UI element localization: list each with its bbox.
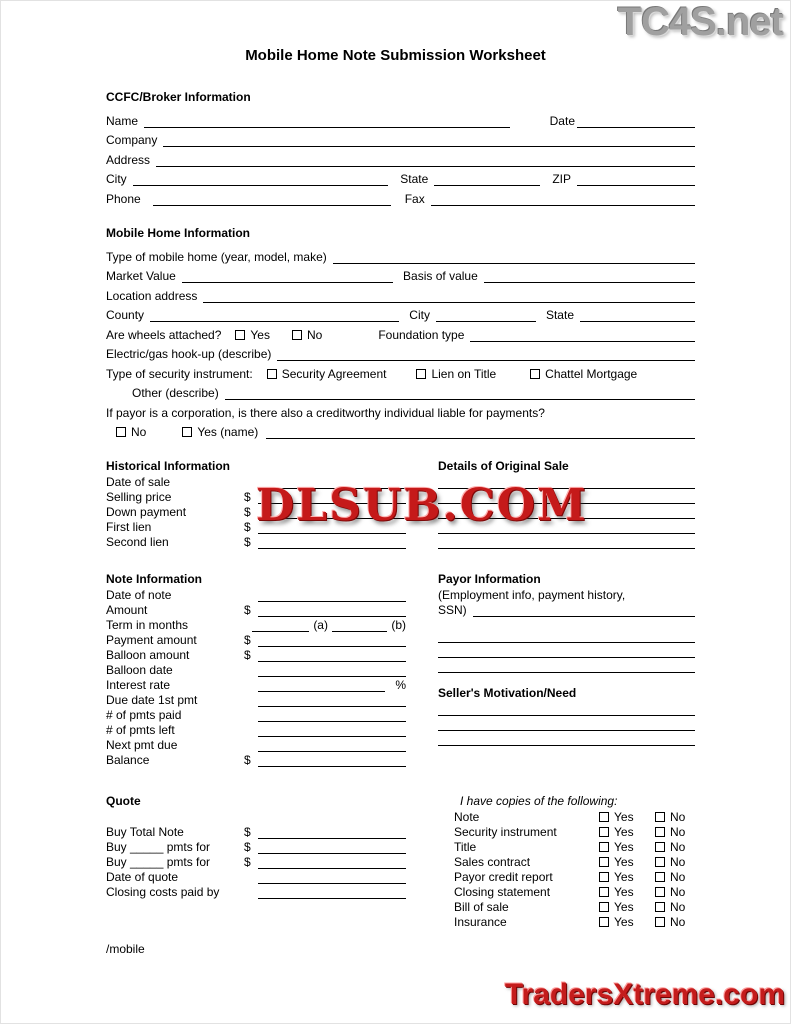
tradersxtreme-logo: TradersXtreme.com — [504, 978, 785, 1011]
state-field[interactable] — [434, 173, 540, 186]
payor-column — [438, 572, 695, 746]
corp-no-checkbox[interactable] — [116, 427, 126, 437]
payor-heading: Payor Information — [438, 572, 541, 586]
buy-pmts-label-2: Buy _____ pmts for — [106, 855, 211, 869]
date-of-sale-label: Date of sale — [106, 475, 171, 489]
buy-pmts-row-2 — [106, 854, 406, 869]
dollar-sign: $ — [244, 520, 251, 534]
payor-ssn-row — [438, 602, 695, 617]
copies-row-payor-credit-report — [454, 869, 695, 884]
quote-column — [106, 794, 406, 899]
blank-line[interactable] — [438, 703, 695, 716]
mh-state-label: State — [545, 308, 574, 322]
date-label: Date — [549, 113, 575, 128]
amount-row — [106, 602, 406, 617]
no-label: No — [670, 900, 686, 914]
mh-corp-answer-row — [106, 420, 695, 440]
note-section — [106, 572, 695, 767]
note-yes-checkbox[interactable] — [599, 812, 609, 822]
page-title: Mobile Home Note Submission Worksheet — [245, 47, 546, 64]
buy-total-note-row — [106, 824, 406, 839]
copies-item-label: Security instrument — [454, 825, 557, 839]
first-lien-label: First lien — [106, 520, 152, 534]
due-date-label: Due date 1st pmt — [106, 693, 198, 707]
title-yes-checkbox[interactable] — [599, 842, 609, 852]
company-field[interactable] — [163, 134, 695, 147]
interest-rate-row — [106, 677, 406, 692]
pmts-left-field[interactable] — [258, 724, 406, 737]
county-label: County — [106, 308, 145, 322]
security-agreement-label: Security Agreement — [281, 366, 387, 381]
payor-note-line1 — [438, 587, 695, 602]
name-label: Name — [106, 113, 139, 128]
mh-value-row — [106, 264, 695, 284]
quote-heading: Quote — [106, 794, 141, 808]
wheels-no-label: No — [306, 327, 323, 342]
pmts-paid-label: # of pmts paid — [106, 708, 182, 722]
buy-pmts-row-1 — [106, 839, 406, 854]
payment-amount-field[interactable] — [258, 634, 406, 647]
second-lien-field[interactable] — [258, 536, 406, 549]
dollar-sign: $ — [244, 753, 251, 767]
amount-field[interactable] — [258, 604, 406, 617]
original-sale-heading: Details of Original Sale — [438, 459, 569, 473]
hookup-label: Electric/gas hook-up (describe) — [106, 347, 272, 361]
yes-label: Yes — [614, 825, 634, 839]
foundation-field[interactable] — [470, 329, 695, 342]
payor-note-text: (Employment info, payment history, — [438, 588, 626, 602]
original-sale-row — [438, 534, 695, 549]
wheels-yes-label: Yes — [250, 327, 270, 342]
pmts-paid-field[interactable] — [258, 709, 406, 722]
note-info-heading: Note Information — [106, 572, 202, 586]
dollar-sign: $ — [244, 490, 251, 504]
wheels-yes-option — [235, 328, 270, 342]
mobile-home-section — [106, 226, 695, 439]
yes-label: Yes — [614, 900, 634, 914]
corp-no-label: No — [131, 425, 147, 439]
zip-label: ZIP — [552, 172, 571, 186]
wheels-yes-checkbox[interactable] — [235, 330, 245, 340]
pmts-left-row — [106, 722, 406, 737]
seller-row — [438, 731, 695, 746]
copies-row-note — [454, 809, 695, 824]
wheels-no-checkbox[interactable] — [292, 330, 302, 340]
broker-phone-row — [106, 186, 695, 206]
copies-row-insurance — [454, 914, 695, 929]
balloon-amount-field[interactable] — [258, 649, 406, 662]
yes-label: Yes — [614, 855, 634, 869]
mh-county-row — [106, 303, 695, 323]
due-date-field[interactable] — [258, 694, 406, 707]
balance-row — [106, 752, 406, 767]
bill-of-sale-no-checkbox[interactable] — [655, 902, 665, 912]
broker-section — [106, 90, 695, 206]
insurance-no-checkbox[interactable] — [655, 917, 665, 927]
balloon-date-label: Balloon date — [106, 663, 173, 677]
buy-total-note-label: Buy Total Note — [106, 825, 184, 839]
corp-yes-checkbox[interactable] — [182, 427, 192, 437]
insurance-yes-checkbox[interactable] — [599, 917, 609, 927]
next-pmt-field[interactable] — [258, 739, 406, 752]
closing-costs-field[interactable] — [258, 886, 406, 899]
balloon-amount-label: Balloon amount — [106, 648, 190, 662]
quote-section — [106, 794, 695, 929]
market-value-field[interactable] — [182, 270, 393, 283]
second-lien-label: Second lien — [106, 535, 169, 549]
dollar-sign: $ — [244, 840, 251, 854]
blank-line[interactable] — [438, 733, 695, 746]
copies-row-bill-of-sale — [454, 899, 695, 914]
payor-credit-report-yes-checkbox[interactable] — [599, 872, 609, 882]
location-label: Location address — [106, 288, 198, 303]
ssn-label: SSN) — [438, 603, 467, 617]
sales-contract-yes-checkbox[interactable] — [599, 857, 609, 867]
phone-field[interactable] — [153, 193, 391, 206]
term-row — [106, 617, 406, 632]
security-label: Type of security instrument: — [106, 366, 253, 381]
no-label: No — [670, 870, 686, 884]
yes-label: Yes — [614, 885, 634, 899]
mh-type-field[interactable] — [333, 251, 695, 264]
mh-location-row — [106, 283, 695, 303]
zip-field[interactable] — [577, 173, 695, 186]
mh-corp-question-row — [106, 400, 695, 420]
copies-row-sales-contract — [454, 854, 695, 869]
date-of-quote-row — [106, 869, 406, 884]
fax-field[interactable] — [431, 193, 695, 206]
payor-row — [438, 643, 695, 658]
balance-field[interactable] — [258, 754, 406, 767]
term-a-field[interactable] — [252, 619, 309, 632]
next-pmt-row — [106, 737, 406, 752]
no-label: No — [670, 810, 686, 824]
broker-company-row — [106, 128, 695, 148]
date-of-note-row — [106, 587, 406, 602]
bill-of-sale-yes-checkbox[interactable] — [599, 902, 609, 912]
mh-security-row — [106, 361, 695, 381]
hookup-field[interactable] — [277, 348, 695, 361]
sales-contract-no-checkbox[interactable] — [655, 857, 665, 867]
balloon-date-row — [106, 662, 406, 677]
copies-item-label: Sales contract — [454, 855, 531, 869]
dollar-sign: $ — [244, 505, 251, 519]
date-of-quote-field[interactable] — [258, 871, 406, 884]
company-label: Company — [106, 133, 158, 147]
mh-type-label: Type of mobile home (year, model, make) — [106, 249, 327, 264]
chattel-mortgage-label: Chattel Mortgage — [545, 366, 638, 381]
payment-amount-label: Payment amount — [106, 633, 197, 647]
other-field[interactable] — [225, 387, 695, 400]
no-label: No — [670, 825, 686, 839]
security-instrument-yes-checkbox[interactable] — [599, 827, 609, 837]
blank-line[interactable] — [438, 660, 695, 673]
closing-costs-row — [106, 884, 406, 899]
copies-item-label: Payor credit report — [454, 870, 553, 884]
copies-row-closing-statement — [454, 884, 695, 899]
payor-credit-report-no-checkbox[interactable] — [655, 872, 665, 882]
state-label: State — [400, 172, 429, 186]
yes-label: Yes — [614, 870, 634, 884]
mh-city-field[interactable] — [436, 309, 536, 322]
address-field[interactable] — [156, 154, 695, 167]
term-b-label: (b) — [391, 618, 406, 632]
term-b-field[interactable] — [332, 619, 387, 632]
term-label: Term in months — [106, 618, 189, 632]
wheels-label: Are wheels attached? — [106, 327, 222, 342]
yes-label: Yes — [614, 915, 634, 929]
yes-label: Yes — [614, 840, 634, 854]
second-lien-row — [106, 534, 406, 549]
balance-label: Balance — [106, 753, 150, 767]
due-date-row — [106, 692, 406, 707]
copies-item-label: Note — [454, 810, 480, 824]
address-label: Address — [106, 152, 151, 167]
mh-type-row — [106, 244, 695, 264]
copies-row-title — [454, 839, 695, 854]
chattel-mortgage-option — [530, 367, 637, 381]
mh-state-field[interactable] — [580, 309, 695, 322]
dlsub-watermark: DLSUB.COM — [256, 480, 588, 531]
no-label: No — [670, 885, 686, 899]
note-info-column — [106, 572, 406, 767]
dollar-sign: $ — [244, 603, 251, 617]
security-instrument-no-checkbox[interactable] — [655, 827, 665, 837]
buy-pmts-field-1[interactable] — [258, 841, 406, 854]
seller-row — [438, 701, 695, 716]
dollar-sign: $ — [244, 855, 251, 869]
dollar-sign: $ — [244, 825, 251, 839]
copies-item-label: Closing statement — [454, 885, 551, 899]
basis-field[interactable] — [484, 270, 695, 283]
copies-column — [438, 794, 695, 929]
interest-rate-field[interactable] — [258, 679, 385, 692]
title-no-checkbox[interactable] — [655, 842, 665, 852]
payment-amount-row — [106, 632, 406, 647]
note-no-checkbox[interactable] — [655, 812, 665, 822]
dollar-sign: $ — [244, 633, 251, 647]
down-payment-label: Down payment — [106, 505, 187, 519]
date-of-note-field[interactable] — [258, 589, 406, 602]
city-field[interactable] — [133, 173, 389, 186]
no-label: No — [670, 915, 686, 929]
pmts-left-label: # of pmts left — [106, 723, 175, 737]
blank-line[interactable] — [438, 630, 695, 643]
seller-row — [438, 716, 695, 731]
buy-total-note-field[interactable] — [258, 826, 406, 839]
next-pmt-label: Next pmt due — [106, 738, 178, 752]
mh-hookup-row — [106, 342, 695, 362]
interest-rate-label: Interest rate — [106, 678, 171, 692]
other-label: Other (describe) — [132, 386, 219, 400]
payor-row — [438, 658, 695, 673]
no-label: No — [670, 855, 686, 869]
date-of-quote-label: Date of quote — [106, 870, 179, 884]
copies-heading: I have copies of the following: — [460, 794, 618, 808]
copies-item-label: Title — [454, 840, 477, 854]
footer-note: /mobile — [106, 942, 145, 956]
chattel-mortgage-checkbox[interactable] — [530, 369, 540, 379]
copies-row-security-instrument — [454, 824, 695, 839]
historical-heading: Historical Information — [106, 459, 231, 473]
selling-price-label: Selling price — [106, 490, 172, 504]
corp-yes-label: Yes (name) — [197, 425, 259, 439]
seller-heading: Seller's Motivation/Need — [438, 686, 577, 700]
buy-pmts-field-2[interactable] — [258, 856, 406, 869]
phone-label: Phone — [106, 191, 141, 206]
wheels-no-option — [292, 328, 322, 342]
closing-statement-yes-checkbox[interactable] — [599, 887, 609, 897]
lien-on-title-label: Lien on Title — [431, 366, 497, 381]
broker-address-row — [106, 147, 695, 167]
no-label: No — [670, 840, 686, 854]
corp-yes-name-field[interactable] — [266, 426, 695, 439]
name-field[interactable] — [144, 115, 510, 128]
corp-no-option — [116, 425, 146, 439]
mh-city-label: City — [409, 308, 430, 322]
blank-line[interactable] — [438, 645, 695, 658]
market-value-label: Market Value — [106, 269, 176, 283]
dollar-sign: $ — [244, 648, 251, 662]
date-of-note-label: Date of note — [106, 588, 172, 602]
balloon-date-field[interactable] — [258, 664, 406, 677]
county-field[interactable] — [150, 309, 399, 322]
amount-label: Amount — [106, 603, 148, 617]
mobile-home-heading: Mobile Home Information — [106, 226, 250, 240]
dollar-sign: $ — [244, 535, 251, 549]
pmts-paid-row — [106, 707, 406, 722]
tc4s-logo: TC4S.net — [617, 0, 783, 44]
location-field[interactable] — [203, 290, 695, 303]
lien-on-title-checkbox[interactable] — [416, 369, 426, 379]
copies-item-label: Insurance — [454, 915, 507, 929]
fax-label: Fax — [404, 191, 425, 206]
lien-on-title-option — [416, 367, 496, 381]
blank-line[interactable] — [438, 718, 695, 731]
basis-label: Basis of value — [403, 269, 478, 283]
city-label: City — [106, 172, 127, 186]
percent-sign: % — [395, 678, 406, 692]
foundation-label: Foundation type — [378, 327, 465, 342]
security-agreement-option — [267, 367, 387, 381]
payor-row — [438, 628, 695, 643]
ssn-field[interactable] — [473, 604, 695, 617]
copies-item-label: Bill of sale — [454, 900, 509, 914]
buy-pmts-label-1: Buy _____ pmts for — [106, 840, 211, 854]
corp-question-label: If payor is a corporation, is there also a creditworthy individual liable for payments? — [106, 405, 545, 420]
closing-costs-label: Closing costs paid by — [106, 885, 220, 899]
security-agreement-checkbox[interactable] — [267, 369, 277, 379]
blank-line[interactable] — [438, 536, 695, 549]
date-field[interactable] — [577, 115, 695, 128]
broker-city-row — [106, 167, 695, 187]
mh-wheels-row — [106, 322, 695, 342]
broker-heading: CCFC/Broker Information — [106, 90, 251, 104]
term-a-label: (a) — [313, 618, 328, 632]
mh-other-row — [106, 381, 695, 401]
yes-label: Yes — [614, 810, 634, 824]
broker-name-row — [106, 108, 695, 128]
closing-statement-no-checkbox[interactable] — [655, 887, 665, 897]
corp-yes-option — [182, 425, 258, 439]
balloon-amount-row — [106, 647, 406, 662]
